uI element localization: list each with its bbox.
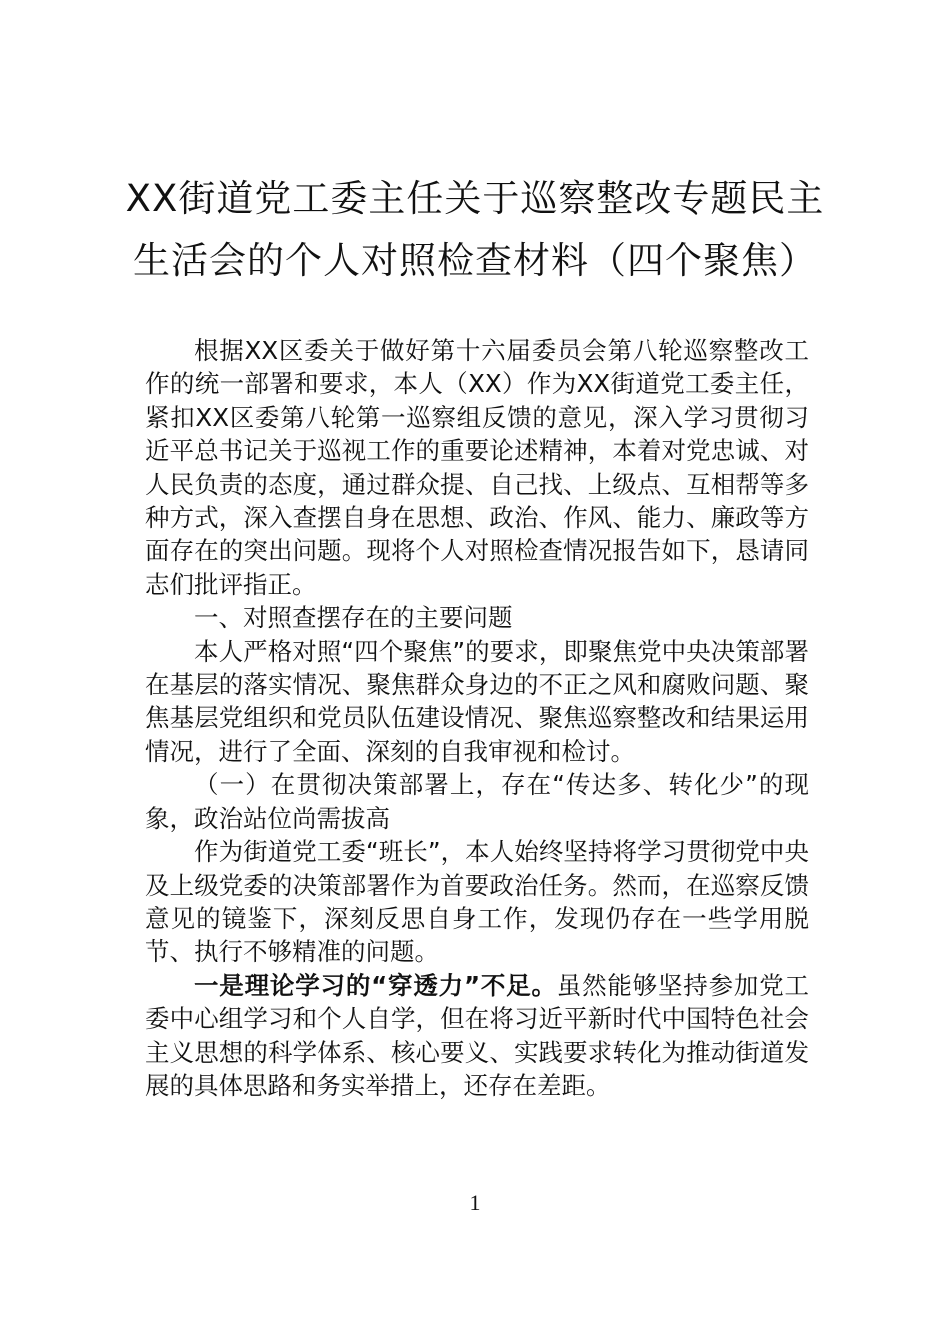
paragraph-decision-implementation: 作为街道党工委“班长”，本人始终坚持将学习贯彻党中央及上级党委的决策部署作为首要政治任务。然而，在巡察反馈意见的镜鉴下，深刻反思自身工作，发现仍存在一些学用脱节、执行不够精准的问题。 bbox=[145, 837, 809, 967]
paragraph-four-focus: 本人严格对照“四个聚焦”的要求，即聚焦党中央决策部署在基层的落实情况、聚焦群众身边的不正之风和腐败问题、聚焦基层党组织和党员队伍建设情况、聚焦巡察整改和结果运用情况，进行了全面、深刻的自我审视和检讨。 bbox=[145, 636, 809, 766]
point-one-lead: 一是理论学习的“穿透力”不足。 bbox=[194, 970, 557, 1000]
document-title: XX街道党工委主任关于巡察整改专题民主生活会的个人对照检查材料（四个聚焦） bbox=[125, 177, 825, 282]
point-one-text: 虽然能够坚持参加党工委中心组学习和个人自学，但在将习近平新时代中国特色社会主义思想的科学体系、核心要义、实践要求转化为推动街道发展的具体思路和务实举措上，还存在差距。 bbox=[145, 970, 810, 1100]
paragraph-point-one bbox=[145, 969, 809, 1103]
section-heading-1: 一、对照查摆存在的主要问题 bbox=[194, 603, 513, 633]
paragraph-intro: 根据XX区委关于做好第十六届委员会第八轮巡察整改工作的统一部署和要求，本人（XX）作为XX街道党工委主任，紧扣XX区委第八轮第一巡察组反馈的意见，深入学习贯彻习近平总书记关于巡视工作的重要论述精神，本着对党忠诚、对人民负责的态度，通过群众提、自己找、上级点、互相帮等多种方式，深入查摆自身在思想、政治、作风、能力、廉政等方面存在的突出问题。现将个人对照检查情况报告如下，恳请同志们批评指正。 bbox=[145, 336, 809, 599]
page-number: 1 bbox=[469, 1190, 481, 1215]
document-body bbox=[145, 334, 809, 1102]
subsection-heading-1: （一）在贯彻决策部署上，存在“传达多、转化少”的现象，政治站位尚需拔高 bbox=[145, 770, 809, 833]
